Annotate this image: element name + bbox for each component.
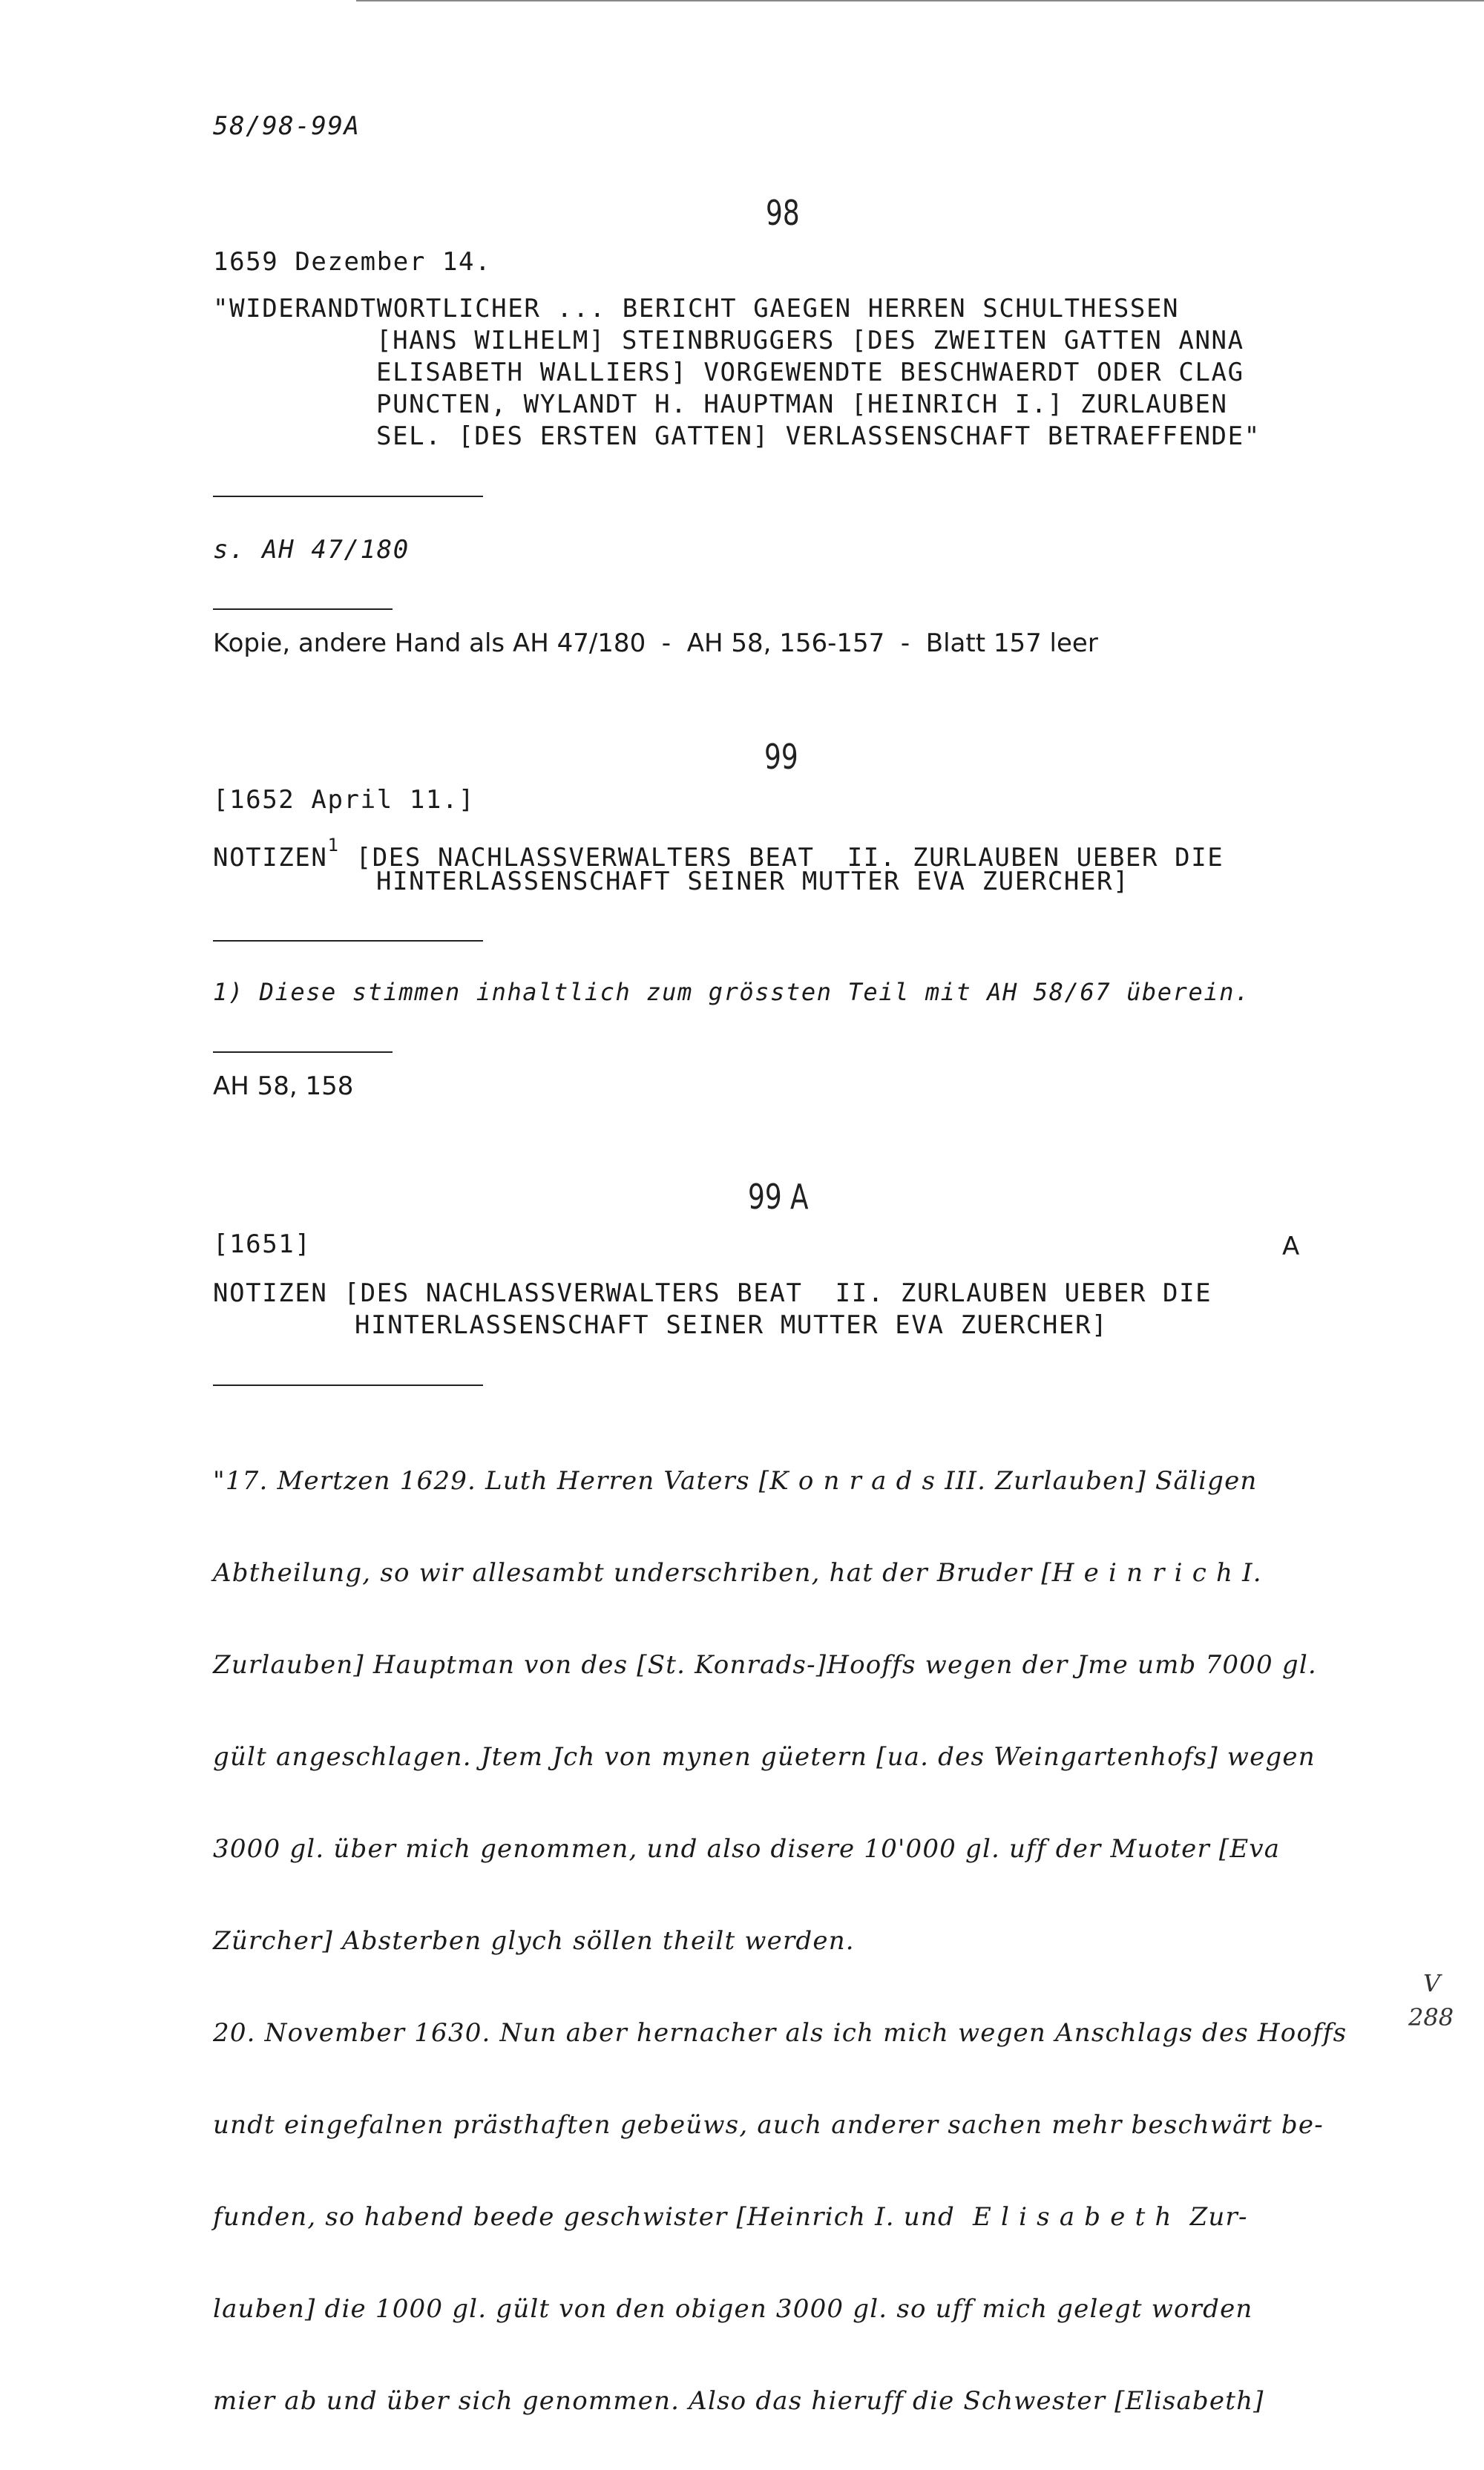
doc-98-note: s. AH 47/180 [213, 535, 410, 565]
separator-rule [213, 1051, 393, 1053]
text-line: Abtheilung, so wir allesambt underschriben, hat der Bruder [H e i n r i c h I. [213, 1558, 1262, 1588]
text-line: Zürcher] Absterben glych söllen theilt werden. [213, 1926, 855, 1956]
doc-99-number: 99 [764, 737, 798, 777]
text-line: mier ab und über sich genommen. Also das hieruff die Schwester [Elisabeth] [213, 2386, 1264, 2416]
text-line: 20. November 1630. Nun aber hernacher als ich mich wegen Anschlags des Hooffs [213, 2018, 1347, 2048]
separator-rule [213, 608, 393, 610]
handwritten-page-number: 288 [1408, 2003, 1454, 2031]
doc-98-title-line: [HANS WILHELM] STEINBRUGGERS [DES ZWEITEN GATTEN ANNA [376, 326, 1244, 355]
doc-98-number: 98 [766, 193, 800, 233]
doc-99-title-rest: [DES NACHLASSVERWALTERS BEAT II. ZURLAUBEN UEBER DIE [339, 843, 1224, 873]
doc-99a-marker: A [1282, 1232, 1300, 1261]
doc-99-title-word: NOTIZEN [213, 843, 328, 873]
doc-98-date: 1659 Dezember 14. [213, 247, 492, 277]
handwritten-mark: V [1423, 1969, 1441, 1997]
doc-99a-number: 99 A [748, 1177, 809, 1217]
page-reference: 58/98-99A [213, 111, 361, 141]
doc-99-source: AH 58, 158 [213, 1071, 354, 1101]
footnote-marker: 1 [327, 835, 340, 855]
text-line: 3000 gl. über mich genommen, und also disere 10'000 gl. uff der Muoter [Eva [213, 1834, 1281, 1864]
text-line: undt eingefalnen prästhaften gebeüws, auch anderer sachen mehr beschwärt be- [213, 2110, 1324, 2140]
doc-99a-title-line2: HINTERLASSENSCHAFT SEINER MUTTER EVA ZUERCHER] [355, 1310, 1109, 1340]
text-line: lauben] die 1000 gl. gült von den obigen 3000 gl. so uff mich gelegt worden [213, 2294, 1253, 2324]
separator-rule [213, 1385, 483, 1386]
doc-98-source: Kopie, andere Hand als AH 47/180 - AH 58, 156-157 - Blatt 157 leer [213, 628, 1098, 658]
separator-rule [213, 496, 483, 497]
text-line: gült angeschlagen. Jtem Jch von mynen güetern [ua. des Weingartenhofs] wegen [213, 1742, 1316, 1772]
text-line: funden, so habend beede geschwister [Heinrich I. und E l i s a b e t h Zur- [213, 2202, 1248, 2232]
doc-98-title-line: SEL. [DES ERSTEN GATTEN] VERLASSENSCHAFT BETRAEFFENDE" [376, 421, 1261, 451]
doc-98-title-line: ELISABETH WALLIERS] VORGEWENDTE BESCHWAERDT ODER CLAG [376, 358, 1244, 387]
doc-98-title-line: PUNCTEN, WYLANDT H. HAUPTMAN [HEINRICH I.] ZURLAUBEN [376, 390, 1228, 419]
doc-99a-title-line1: NOTIZEN [DES NACHLASSVERWALTERS BEAT II. ZURLAUBEN UEBER DIE [213, 1278, 1212, 1308]
separator-rule [213, 940, 483, 942]
doc-98-title-line: "WIDERANDTWORTLICHER ... BERICHT GAEGEN HERREN SCHULTHESSEN [213, 294, 1180, 323]
text-line: "17. Mertzen 1629. Luth Herren Vaters [K o n r a d s III. Zurlauben] Säligen [213, 1466, 1258, 1496]
text-line: Zurlauben] Hauptman von des [St. Konrads-]Hooffs wegen der Jme umb 7000 gl. [213, 1650, 1317, 1680]
doc-99a-text [213, 1412, 1347, 2470]
doc-99-footnote: 1) Diese stimmen inhaltlich zum grössten Teil mit AH 58/67 überein. [213, 978, 1250, 1006]
doc-99-date: [1652 April 11.] [213, 785, 476, 815]
doc-99a-date: [1651] [213, 1229, 312, 1259]
doc-99-title-line2: HINTERLASSENSCHAFT SEINER MUTTER EVA ZUERCHER] [376, 867, 1130, 896]
scan-top-edge [356, 0, 1484, 1]
